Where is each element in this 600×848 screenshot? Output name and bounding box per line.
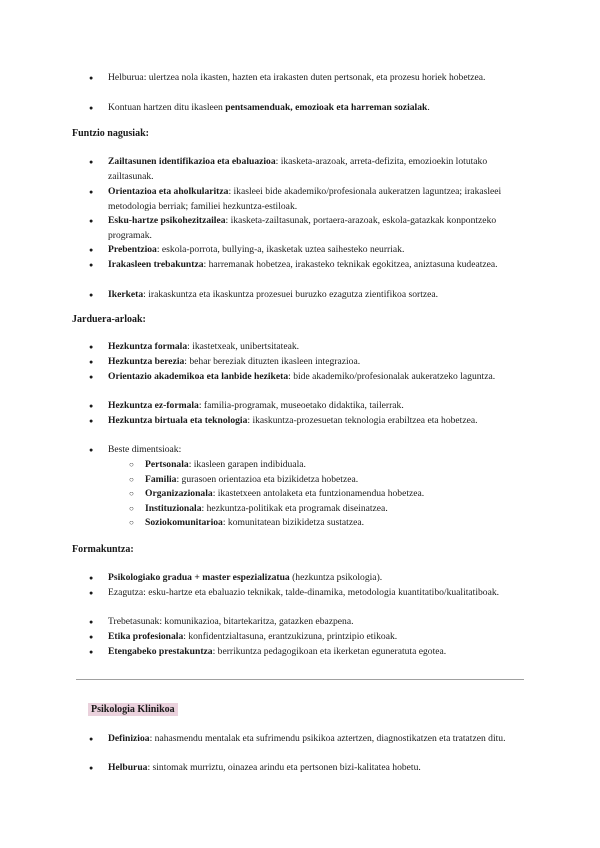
list-item: ● Orientazioa eta aholkularitza: ikasleei bide akademiko/profesionala aukeratzen laguntzea; irakasleei metodologia berriak; familiei hezkuntza-estiloak. (108, 185, 528, 214)
list-item: ● Definizioa: nahasmendu mentalak eta sufrimendu psikikoa aztertzen, diagnostikatzen eta tratatzen ditu. (108, 732, 528, 747)
list-item: ● Ezagutza: esku-hartze eta ebaluazio teknikak, talde-dinamika, metodologia kuantitatibo/kualitatiboak. (108, 586, 528, 601)
section-heading-funtzioak: Funtzio nagusiak: (72, 128, 149, 139)
list-item: ● Esku-hartze psikohezitzailea: ikasketa-zailtasunak, portaera-arazoak, eskola-gatazkak konpontzeko programak. (108, 214, 528, 243)
sub-list-item: ○ Soziokomunitarioa: komunitatean bizikidetza sustatzea. (145, 516, 525, 531)
list-item: ● Psikologiako gradua + master espezializatua (hezkuntza psikologia). (108, 571, 528, 586)
list-item: ● Prebentzioa: eskola-porrota, bullying-a, ikasketak uztea saihesteko neurriak. (108, 243, 528, 258)
list-item: ● Helburua: sintomak murriztu, oinazea arindu eta pertsonen bizi-kalitatea hobetu. (108, 761, 528, 776)
list-item: ● Irakasleen trebakuntza: harremanak hobetzea, irakasteko teknikak egokitzea, aniztasuna kudeatzea. (108, 258, 528, 273)
list-item-dimensions: ● Beste dimentsioak: (108, 443, 528, 458)
list-item: ● Hezkuntza birtuala eta teknologia: ikaskuntza-prozesuetan teknologia erabiltzea eta hobetzea. (108, 414, 528, 429)
list-item: ● Helburua: ulertzea nola ikasten, hazten eta irakasten duten pertsonak, eta prozesu horiek hobetzea. (108, 71, 528, 86)
sub-list-item: ○ Organizazionala: ikastetxeen antolaketa eta funtzionamendua hobetzea. (145, 487, 525, 502)
list-item: ● Orientazio akademikoa eta lanbide heziketa: bide akademiko/profesionalak aukeratzeko laguntza. (108, 370, 528, 385)
list-item: ● Trebetasunak: komunikazioa, bitartekaritza, gatazken ebazpena. (108, 615, 528, 630)
list-item: ● Hezkuntza formala: ikastetxeak, unibertsitateak. (108, 340, 528, 355)
list-item: ● Hezkuntza berezia: behar bereziak dituzten ikasleen integrazioa. (108, 355, 528, 370)
list-item: ● Etika profesionala: konfidentzialtasuna, erantzukizuna, printzipio etikoak. (108, 630, 528, 645)
horizontal-divider (76, 679, 524, 680)
section-heading-formakuntza: Formakuntza: (72, 544, 134, 555)
list-item: ● Etengabeko prestakuntza: berrikuntza pedagogikoan eta ikerketan eguneratuta egotea. (108, 645, 528, 660)
sub-list-item: ○ Pertsonala: ikasleen garapen indibiduala. (145, 458, 525, 473)
list-item: ● Kontuan hartzen ditu ikasleen pentsamenduak, emozioak eta harreman sozialak. (108, 101, 528, 116)
list-item: ● Hezkuntza ez-formala: familia-programak, museoetako didaktika, tailerrak. (108, 399, 528, 414)
list-item: ● Zailtasunen identifikazioa eta ebaluazioa: ikasketa-arazoak, arreta-defizita, emozioekin lotutako zailtasunak. (108, 155, 528, 184)
sub-list-item: ○ Familia: gurasoen orientazioa eta bizikidetza hobetzea. (145, 473, 525, 488)
list-item: ● Ikerketa: irakaskuntza eta ikaskuntza prozesuei buruzko ezagutza zientifikoa sortzea. (108, 288, 528, 303)
section-heading-arloak: Jarduera-arloak: (72, 314, 146, 325)
section-heading-klinikoa: Psikologia Klinikoa (88, 703, 178, 716)
sub-list-item: ○ Instituzionala: hezkuntza-politikak eta programak diseinatzea. (145, 502, 525, 517)
